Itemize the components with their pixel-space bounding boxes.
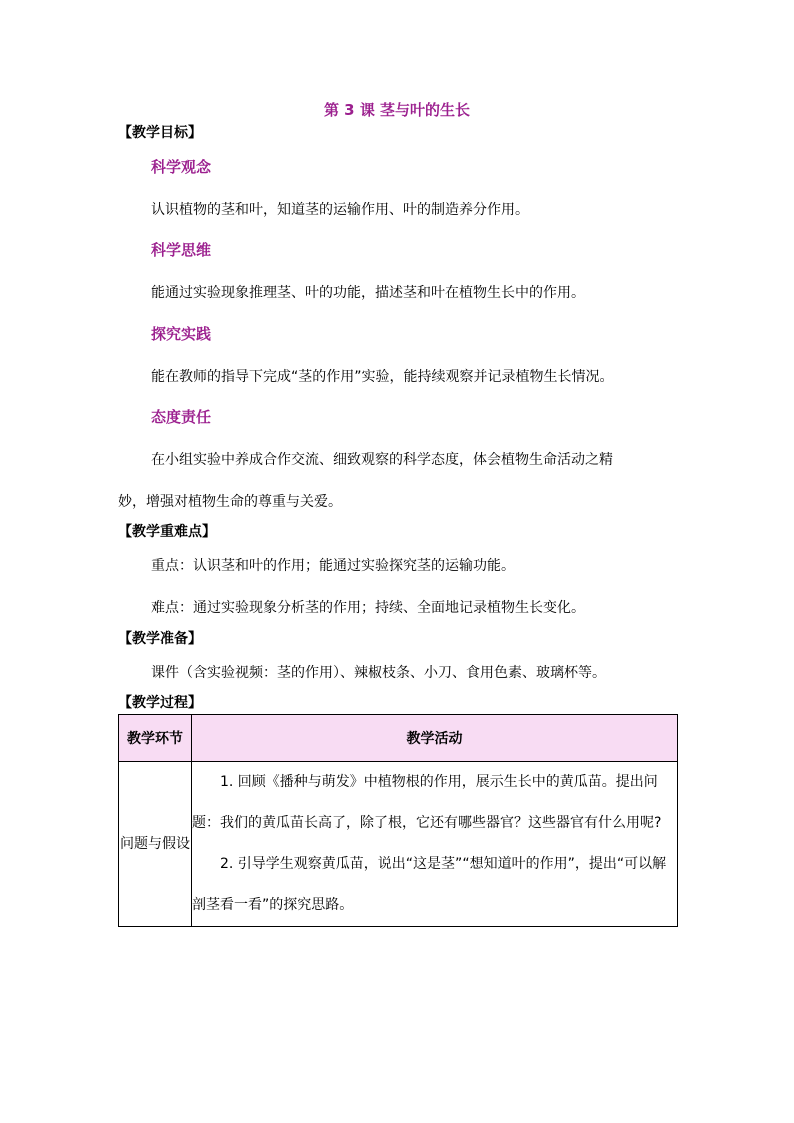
focus-text: 重点：认识茎和叶的作用；能通过实验探究茎的运输功能。 <box>151 558 515 574</box>
activity-paragraph-2: 2. 引导学生观察黄瓜苗，说出“这是茎”“想知道叶的作用”，提出“可以解剖茎看一看”的探究思路。 <box>192 856 667 913</box>
goal-label-practice: 探究实践 <box>151 325 212 343</box>
activity-paragraph-1: 1. 回顾《播种与萌发》中植物根的作用，展示生长中的黄瓜苗。提出问题：我们的黄瓜苗长高了，除了根，它还有哪些器官？这些器官有什么用呢? <box>192 774 662 831</box>
difficulty-text: 难点：通过实验现象分析茎的作用；持续、全面地记录植物生长变化。 <box>151 600 585 616</box>
process-heading: 【教学过程】 <box>118 695 202 711</box>
col-header-stage: 教学环节 <box>119 715 192 762</box>
goal-text-attitude-cont: 妙，增强对植物生命的尊重与关爱。 <box>118 494 342 510</box>
prep-heading: 【教学准备】 <box>118 631 202 647</box>
col-header-activity: 教学活动 <box>192 715 678 762</box>
table-row <box>119 762 678 927</box>
goal-text-practice: 能在教师的指导下完成“茎的作用”实验，能持续观察并记录植物生长情况。 <box>151 369 614 385</box>
goals-heading: 【教学目标】 <box>118 125 202 141</box>
stage-cell: 问题与假设 <box>119 762 192 927</box>
page-title: 第 3 课 茎与叶的生长 <box>323 101 471 119</box>
table-header-row <box>119 715 678 762</box>
goal-label-concept: 科学观念 <box>151 158 212 176</box>
goal-label-thinking: 科学思维 <box>151 241 212 259</box>
goal-label-attitude: 态度责任 <box>151 408 212 426</box>
prep-text: 课件（含实验视频：茎的作用）、辣椒枝条、小刀、食用色素、玻璃杯等。 <box>151 665 606 681</box>
goal-text-concept: 认识植物的茎和叶，知道茎的运输作用、叶的制造养分作用。 <box>151 202 529 218</box>
goal-text-attitude: 在小组实验中养成合作交流、细致观察的科学态度，体会植物生命活动之精 <box>151 452 613 468</box>
process-table <box>118 714 678 927</box>
goal-text-thinking: 能通过实验现象推理茎、叶的功能，描述茎和叶在植物生长中的作用。 <box>151 285 585 301</box>
keypoints-heading: 【教学重难点】 <box>118 524 216 540</box>
activity-cell <box>192 762 678 927</box>
